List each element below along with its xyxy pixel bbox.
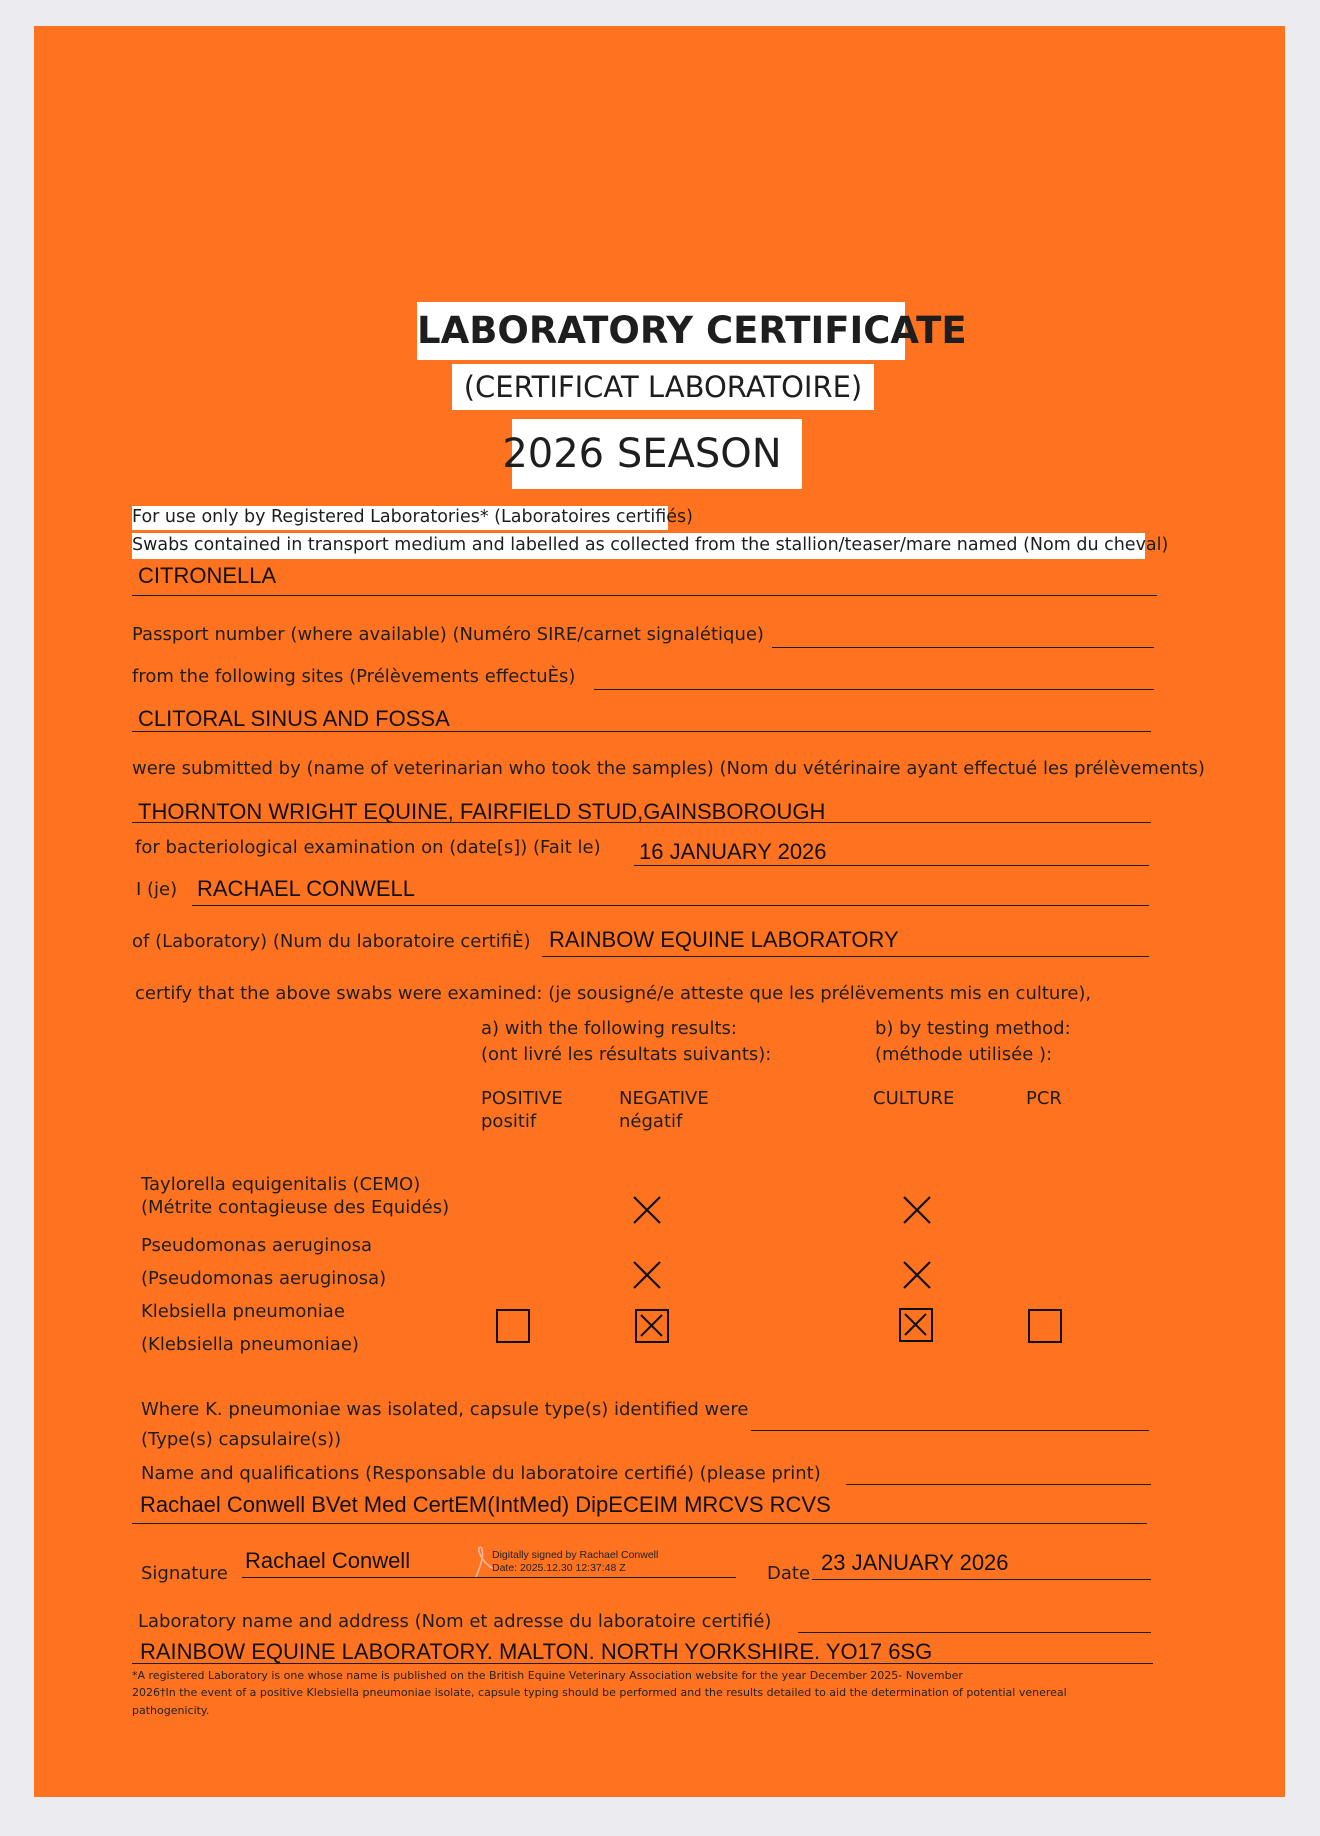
page-subtitle: (CERTIFICAT LABORATOIRE) <box>463 370 863 404</box>
results-heading: a) with the following results: <box>481 1018 737 1039</box>
address-label: Laboratory name and address (Nom et adresse du laboratoire certifié) <box>138 1611 772 1632</box>
digital-signature-line2: Date: 2025.12.30 12:37:48 Z <box>492 1562 626 1574</box>
footnote-line3: pathogenicity. <box>132 1704 210 1717</box>
address-value: RAINBOW EQUINE LABORATORY. MALTON. NORTH YORKSHIRE. YO17 6SG <box>140 1639 933 1664</box>
exam-date-line <box>634 865 1149 866</box>
klebsiella-culture-cross-icon <box>903 1312 928 1337</box>
method-heading: b) by testing method: <box>875 1018 1071 1039</box>
date-line <box>812 1579 1151 1580</box>
row-klebsiella-name-fr: (Klebsiella pneumoniae) <box>141 1334 359 1355</box>
row-pseudomonas-name: Pseudomonas aeruginosa <box>141 1235 373 1256</box>
culture-header: CULTURE <box>873 1088 955 1109</box>
digital-signature-line1: Digitally signed by Rachael Conwell <box>492 1549 659 1561</box>
negative-header: NEGATIVE <box>619 1088 709 1109</box>
sites-label: from the following sites (Prélèvements effectuÈs) <box>132 666 576 687</box>
passport-line[interactable] <box>772 647 1154 648</box>
klebsiella-pcr-checkbox[interactable] <box>1028 1309 1062 1343</box>
row-taylorella-name-fr: (Métrite contagieuse des Equidés) <box>141 1197 450 1218</box>
method-heading-fr: (méthode utilisée ): <box>875 1044 1053 1065</box>
capsule-label: Where K. pneumoniae was isolated, capsule type(s) identified were <box>141 1399 749 1420</box>
exam-date-value: 16 JANUARY 2026 <box>639 839 827 864</box>
je-line <box>192 905 1149 906</box>
sites-value: CLITORAL SINUS AND FOSSA <box>138 706 450 731</box>
qualifications-label: Name and qualifications (Responsable du laboratoire certifié) (please print) <box>141 1463 821 1484</box>
laboratory-label: of (Laboratory) (Num du laboratoire certifiÈ) <box>132 931 531 952</box>
qualifications-line-2 <box>132 1523 1147 1524</box>
klebsiella-negative-cross-icon <box>639 1313 664 1338</box>
klebsiella-positive-checkbox[interactable] <box>496 1309 530 1343</box>
capsule-label-fr: (Type(s) capsulaire(s)) <box>141 1429 342 1450</box>
submitted-by-value: THORNTON WRIGHT EQUINE, FAIRFIELD STUD,GAINSBOROUGH <box>138 799 826 824</box>
signature-label: Signature <box>141 1563 228 1584</box>
row-klebsiella-name: Klebsiella pneumoniae <box>141 1301 345 1322</box>
results-heading-fr: (ont livré les résultats suivants): <box>481 1044 772 1065</box>
address-line-2 <box>132 1663 1153 1664</box>
submitted-by-label: were submitted by (name of veterinarian who took the samples) (Nom du vétérinaire ayant effectué les prélèvements) <box>132 758 1205 779</box>
exam-date-label: for bacteriological examination on (date[s]) (Fait le) <box>135 837 601 858</box>
qualifications-line-1 <box>846 1484 1151 1485</box>
negative-header-fr: négatif <box>619 1111 683 1132</box>
signature-line <box>242 1577 736 1578</box>
signature-value: Rachael Conwell <box>245 1548 411 1573</box>
capsule-line[interactable] <box>751 1430 1149 1431</box>
certify-statement: certify that the above swabs were examined: (je sousigné/e atteste que les prélëvements mis en culture), <box>135 983 1092 1004</box>
je-label: I (je) <box>136 879 178 900</box>
klebsiella-culture-checkbox[interactable] <box>899 1308 933 1342</box>
sites-line-2 <box>132 731 1151 732</box>
pseudomonas-negative-cross-icon[interactable] <box>632 1260 662 1290</box>
je-value: RACHAEL CONWELL <box>197 876 416 901</box>
date-label: Date <box>767 1563 811 1584</box>
address-line-1 <box>798 1632 1151 1633</box>
laboratory-line <box>542 956 1149 957</box>
season-heading: 2026 SEASON <box>502 431 782 477</box>
qualifications-value: Rachael Conwell BVet Med CertEM(IntMed) DipECEIM MRCVS RCVS <box>140 1492 831 1517</box>
swabs-statement: Swabs contained in transport medium and labelled as collected from the stallion/teaser/mare named (Nom du cheval) <box>132 535 1169 555</box>
certificate-page <box>34 26 1285 1797</box>
positive-header-fr: positif <box>481 1111 537 1132</box>
horse-name-value: CITRONELLA <box>138 563 277 588</box>
row-taylorella-name: Taylorella equigenitalis (CEMO) <box>141 1174 421 1195</box>
registered-labs-note: For use only by Registered Laboratories* (Laboratoires certifiés) <box>132 507 693 527</box>
row-pseudomonas-name-fr: (Pseudomonas aeruginosa) <box>141 1268 387 1289</box>
footnote-line2: 2026†In the event of a positive Klebsiella pneumoniae isolate, capsule typing should be performed and the results detailed to aid the determination of potential venereal <box>132 1686 1067 1699</box>
passport-label: Passport number (where available) (Numéro SIRE/carnet signalétique) <box>132 624 764 645</box>
sites-line-1 <box>594 689 1154 690</box>
date-value: 23 JANUARY 2026 <box>821 1550 1009 1575</box>
pseudomonas-culture-cross-icon[interactable] <box>902 1260 932 1290</box>
submitted-by-line <box>132 822 1151 823</box>
footnote-line1: *A registered Laboratory is one whose name is published on the British Equine Veterinary Association website for the year December 2025- November <box>132 1669 963 1682</box>
klebsiella-negative-checkbox[interactable] <box>635 1309 669 1343</box>
horse-name-line <box>132 595 1157 596</box>
taylorella-negative-cross-icon[interactable] <box>632 1195 662 1225</box>
laboratory-value: RAINBOW EQUINE LABORATORY <box>549 927 899 952</box>
taylorella-culture-cross-icon[interactable] <box>902 1195 932 1225</box>
pcr-header: PCR <box>1026 1088 1062 1109</box>
positive-header: POSITIVE <box>481 1088 563 1109</box>
page-title: LABORATORY CERTIFICATE <box>417 309 967 352</box>
